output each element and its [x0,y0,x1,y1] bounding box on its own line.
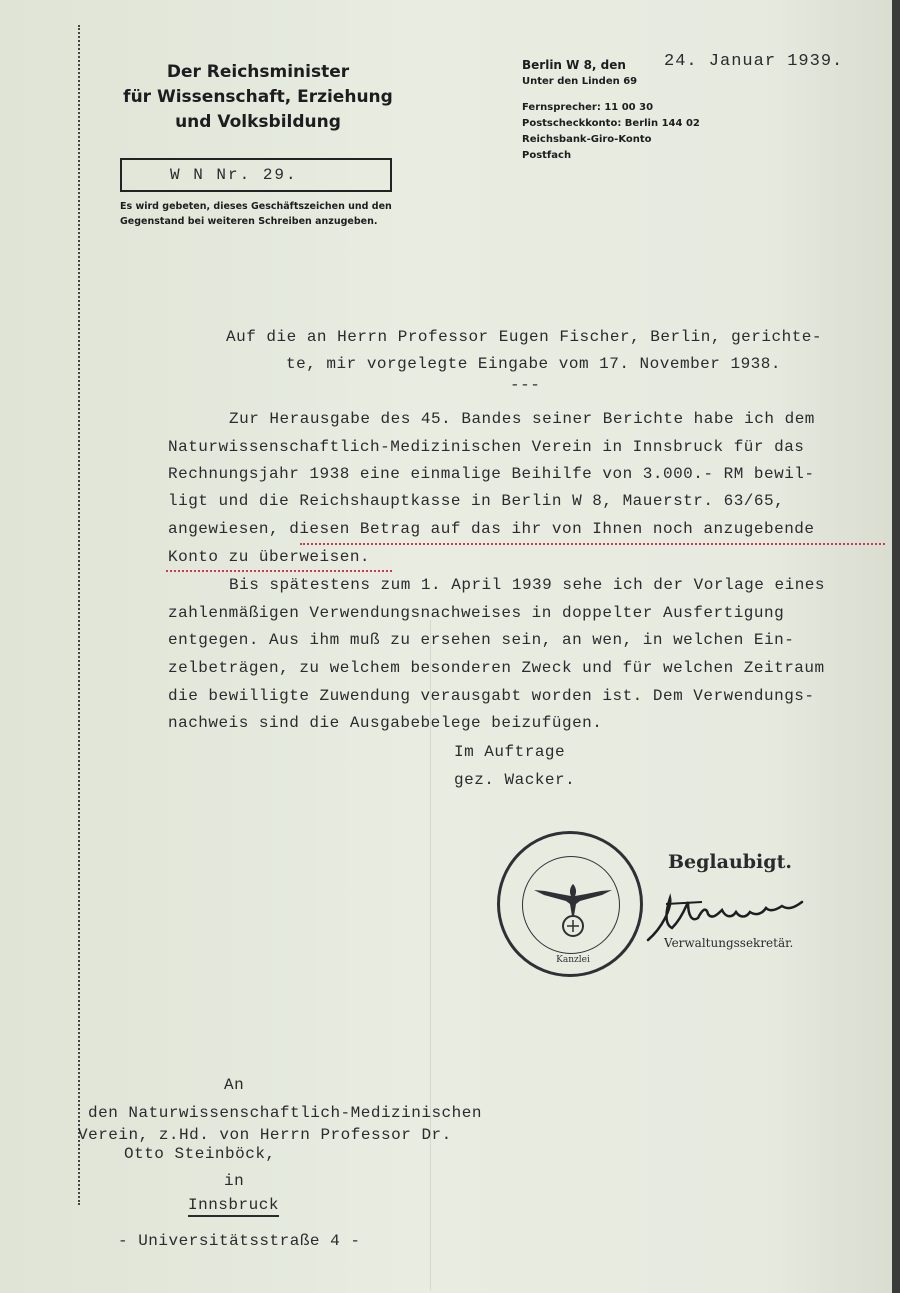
ministry-line-1: Der Reichsminister [166,62,350,82]
letter-date: 24. Januar 1939. [664,52,844,71]
street-line: Unter den Linden 69 [522,76,638,87]
fold-line [78,25,80,1205]
address-line-4: in [224,1172,245,1190]
paragraph1-line-5: angewiesen, diesen Betrag auf das ihr von Ihnen noch anzugebende [168,520,815,538]
red-underline-2 [166,570,392,572]
paragraph1-line-1: Zur Herausgabe des 45. Bandes seiner Berichte habe ich dem [229,410,815,428]
reference-note-line-1: Es wird gebeten, dieses Geschäftszeichen und den [120,201,392,212]
intro-line-1: Auf die an Herrn Professor Eugen Fischer, Berlin, gerichte- [226,328,822,346]
address-line-1: den Naturwissenschaftlich-Medizinischen [88,1104,482,1122]
ministry-line-2: für Wissenschaft, Erziehung [123,87,393,107]
reference-note-line-2: Gegenstand bei weiteren Schreiben anzugeben. [120,216,378,227]
address-street: - Universitätsstraße 4 - [118,1232,361,1250]
closing-im-auftrage: Im Auftrage [454,743,566,761]
contact-block [522,100,700,164]
paragraph2-line-4: zelbeträgen, zu welchem besonderen Zweck und für welchen Zeitraum [168,659,825,677]
red-underline-1 [300,543,885,545]
paragraph2-line-1: Bis spätestens zum 1. April 1939 sehe ich der Vorlage eines [229,576,825,594]
page-edge [892,0,900,1293]
address-city: Innsbruck [188,1196,279,1217]
phone-line: Fernsprecher: 11 00 30 [522,102,654,113]
paragraph2-line-3: entgegen. Aus ihm muß zu ersehen sein, an wen, in welchen Ein- [168,631,795,649]
address-line-2: Verein, z.Hd. von Herrn Professor Dr. [78,1126,452,1144]
paragraph2-line-6: nachweis sind die Ausgabebelege beizufügen. [168,714,603,732]
paragraph2-line-2: zahlenmäßigen Verwendungsnachweises in doppelter Ausfertigung [168,604,785,622]
ministry-line-3: und Volksbildung [175,112,341,132]
intro-line-2: te, mir vorgelegte Eingabe vom 17. November 1938. [286,355,781,373]
address-to: An [224,1076,245,1094]
paragraph2-line-5: die bewilligte Zuwendung verausgabt worden ist. Dem Verwendungs- [168,687,815,705]
clerk-title: Verwaltungssekretär. [664,936,794,950]
bank-line: Reichsbank-Giro-Konto [522,134,652,145]
reference-number: W N Nr. 29. [170,166,298,184]
reference-box [120,158,392,192]
paragraph1-line-6: Konto zu überweisen. [168,548,371,566]
ministry-name [118,60,398,135]
official-seal [497,831,643,977]
eagle-emblem-icon [500,834,646,980]
paragraph1-line-2: Naturwissenschaftlich-Medizinischen Verein in Innsbruck für das [168,438,805,456]
separator: --- [510,376,541,394]
paragraph1-line-3: Rechnungsjahr 1938 eine einmalige Beihilfe von 3.000.- RM bewil- [168,465,815,483]
svg-text:Kanzlei: Kanzlei [556,955,590,965]
postal-check-line: Postscheckkonto: Berlin 144 02 [522,118,700,129]
address-line-3: Otto Steinböck, [124,1145,276,1163]
city-line: Berlin W 8, den [522,58,626,72]
paragraph1-line-4: ligt und die Reichshauptkasse in Berlin W 8, Mauerstr. 63/65, [168,492,785,510]
closing-signature: gez. Wacker. [454,771,576,789]
po-box-line: Postfach [522,150,572,161]
reference-note [120,199,410,229]
certified-label: Beglaubigt. [668,851,792,873]
